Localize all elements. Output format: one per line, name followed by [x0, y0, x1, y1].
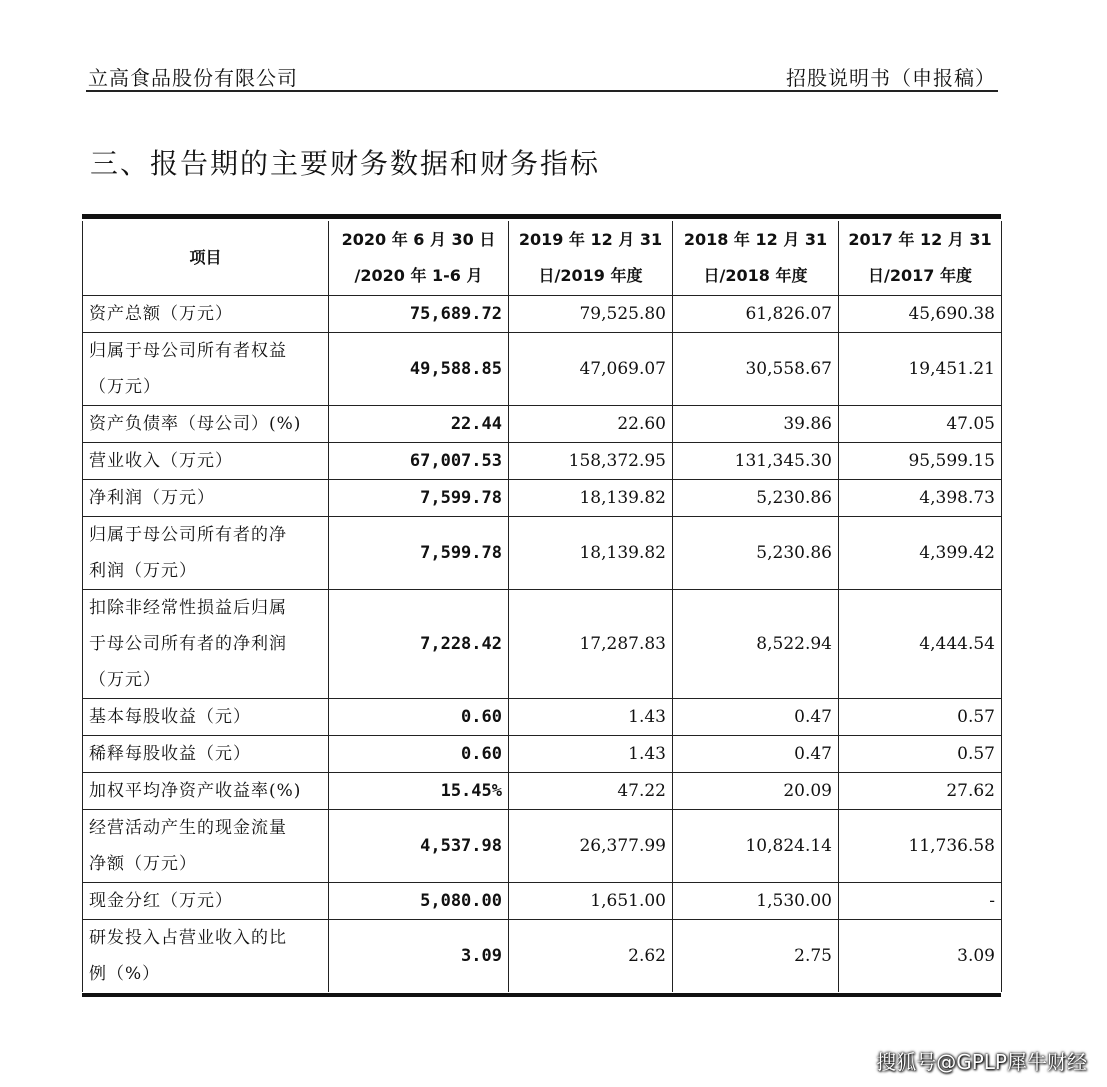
value-2017: 19,451.21	[839, 333, 1002, 406]
row-label: 资产负债率（母公司）(%)	[83, 406, 329, 443]
value-2020: 49,588.85	[329, 333, 509, 406]
value-2020: 22.44	[329, 406, 509, 443]
table-row	[83, 920, 1002, 993]
document-type: 招股说明书（申报稿）	[786, 66, 996, 90]
value-2017: 4,444.54	[839, 590, 1002, 699]
value-2017: -	[839, 883, 1002, 920]
value-2017: 47.05	[839, 406, 1002, 443]
value-2020: 67,007.53	[329, 443, 509, 480]
header-2018: 2018 年 12 月 31 日/2018 年度	[673, 221, 839, 296]
row-label: 扣除非经常性损益后归属 于母公司所有者的净利润 （万元）	[83, 590, 329, 699]
table-row	[83, 883, 1002, 920]
value-2018: 20.09	[673, 773, 839, 810]
value-2020: 4,537.98	[329, 810, 509, 883]
value-2018: 5,230.86	[673, 517, 839, 590]
row-label: 经营活动产生的现金流量 净额（万元）	[83, 810, 329, 883]
value-2017: 11,736.58	[839, 810, 1002, 883]
value-2020: 3.09	[329, 920, 509, 993]
value-2018: 0.47	[673, 736, 839, 773]
value-2020: 7,599.78	[329, 517, 509, 590]
value-2018: 10,824.14	[673, 810, 839, 883]
value-2020: 15.45%	[329, 773, 509, 810]
value-2018: 1,530.00	[673, 883, 839, 920]
value-2018: 39.86	[673, 406, 839, 443]
table-row	[83, 296, 1002, 333]
value-2017: 0.57	[839, 699, 1002, 736]
page-header	[86, 58, 998, 92]
table-row	[83, 443, 1002, 480]
table-row	[83, 810, 1002, 883]
value-2020: 0.60	[329, 699, 509, 736]
value-2019: 1,651.00	[509, 883, 673, 920]
value-2019: 22.60	[509, 406, 673, 443]
table-row	[83, 736, 1002, 773]
row-label: 资产总额（万元）	[83, 296, 329, 333]
row-label: 归属于母公司所有者权益 （万元）	[83, 333, 329, 406]
section-title: 三、报告期的主要财务数据和财务指标	[90, 147, 601, 180]
value-2019: 17,287.83	[509, 590, 673, 699]
value-2020: 7,228.42	[329, 590, 509, 699]
row-label: 净利润（万元）	[83, 480, 329, 517]
row-label: 基本每股收益（元）	[83, 699, 329, 736]
financial-table-wrapper	[82, 214, 1001, 997]
table-header-row	[83, 221, 1002, 296]
table-bottom-rule	[82, 993, 1001, 997]
row-label: 归属于母公司所有者的净 利润（万元）	[83, 517, 329, 590]
value-2017: 95,599.15	[839, 443, 1002, 480]
value-2019: 47.22	[509, 773, 673, 810]
table-row	[83, 773, 1002, 810]
source-watermark: 搜狐号@GPLP犀牛财经	[876, 1050, 1087, 1074]
value-2018: 8,522.94	[673, 590, 839, 699]
row-label: 研发投入占营业收入的比 例（%）	[83, 920, 329, 993]
value-2018: 30,558.67	[673, 333, 839, 406]
table-row	[83, 699, 1002, 736]
value-2019: 2.62	[509, 920, 673, 993]
table-body	[83, 296, 1002, 993]
value-2018: 5,230.86	[673, 480, 839, 517]
value-2018: 0.47	[673, 699, 839, 736]
row-label: 现金分红（万元）	[83, 883, 329, 920]
value-2019: 18,139.82	[509, 480, 673, 517]
value-2017: 4,398.73	[839, 480, 1002, 517]
value-2020: 7,599.78	[329, 480, 509, 517]
value-2019: 1.43	[509, 736, 673, 773]
table-row	[83, 480, 1002, 517]
row-label: 加权平均净资产收益率(%)	[83, 773, 329, 810]
company-name: 立高食品股份有限公司	[88, 66, 298, 90]
header-2019: 2019 年 12 月 31 日/2019 年度	[509, 221, 673, 296]
value-2018: 61,826.07	[673, 296, 839, 333]
value-2020: 0.60	[329, 736, 509, 773]
row-label: 稀释每股收益（元）	[83, 736, 329, 773]
value-2019: 47,069.07	[509, 333, 673, 406]
value-2019: 26,377.99	[509, 810, 673, 883]
table-row	[83, 517, 1002, 590]
financial-data-table	[82, 221, 1002, 992]
value-2019: 79,525.80	[509, 296, 673, 333]
value-2017: 4,399.42	[839, 517, 1002, 590]
table-row	[83, 333, 1002, 406]
value-2019: 18,139.82	[509, 517, 673, 590]
value-2020: 5,080.00	[329, 883, 509, 920]
row-label: 营业收入（万元）	[83, 443, 329, 480]
value-2017: 27.62	[839, 773, 1002, 810]
value-2018: 2.75	[673, 920, 839, 993]
value-2017: 0.57	[839, 736, 1002, 773]
table-row	[83, 590, 1002, 699]
table-row	[83, 406, 1002, 443]
value-2020: 75,689.72	[329, 296, 509, 333]
header-2020: 2020 年 6 月 30 日 /2020 年 1-6 月	[329, 221, 509, 296]
value-2019: 1.43	[509, 699, 673, 736]
value-2017: 3.09	[839, 920, 1002, 993]
value-2018: 131,345.30	[673, 443, 839, 480]
value-2019: 158,372.95	[509, 443, 673, 480]
header-2017: 2017 年 12 月 31 日/2017 年度	[839, 221, 1002, 296]
table-top-rule	[82, 214, 1001, 219]
value-2017: 45,690.38	[839, 296, 1002, 333]
header-item: 项目	[83, 221, 329, 296]
